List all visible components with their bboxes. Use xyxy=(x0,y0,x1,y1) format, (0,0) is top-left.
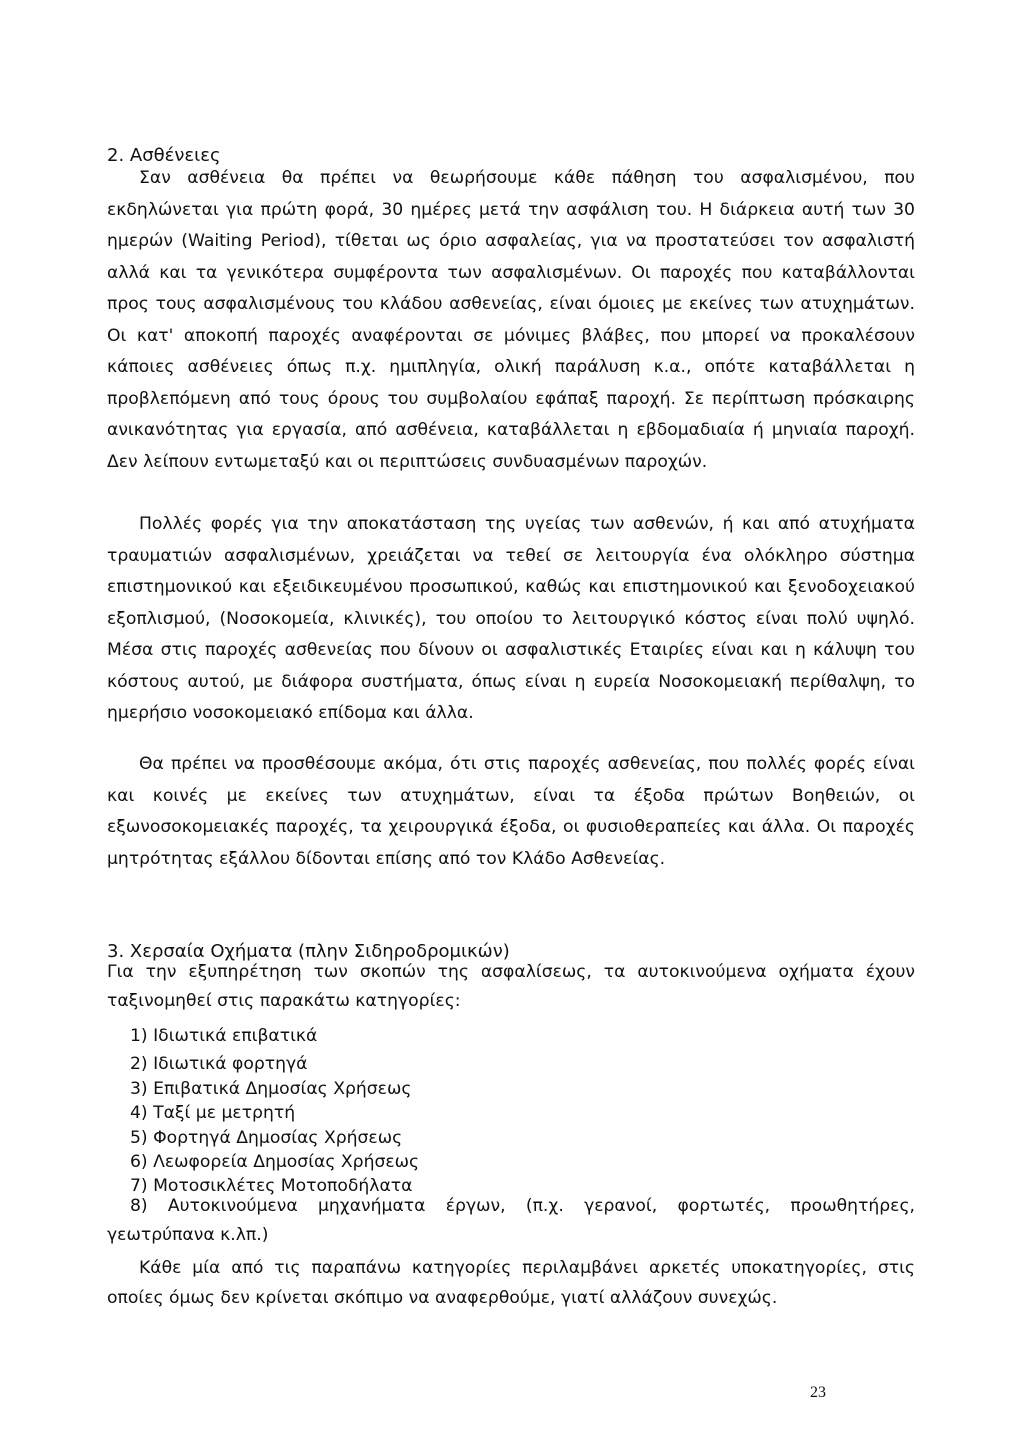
list-item: 3) Επιβατικά Δημοσίας Χρήσεως xyxy=(130,1079,412,1099)
section-2-heading: 2. Ασθένειες xyxy=(107,145,221,166)
list-item: 6) Λεωφορεία Δημοσίας Χρήσεως xyxy=(130,1152,420,1172)
list-item: 2) Ιδιωτικά φορτηγά xyxy=(130,1054,308,1074)
list-item: 5) Φορτηγά Δημοσίας Χρήσεως xyxy=(130,1128,403,1148)
section-2-paragraph-1: Σαν ασθένεια θα πρέπει να θεωρήσουμε κάθε πάθηση του ασφαλισμένου, που εκδηλώνεται για πρώτη φορά, 30 ημέρες μετά την ασφάλιση του. Η διάρκεια αυτή των 30 ημερών (Waiting Period), τίθεται ως όριο ασφαλείας, για να προστατεύσει τον ασφαλιστή αλλά και τα γενικότερα συμφέροντα των ασφαλισμένων. Οι παροχές που καταβάλλονται προς τους ασφαλισμένους του κλάδου ασθενείας, είναι όμοιες με εκείνες των ατυχημάτων. Οι κατ' αποκοπή παροχές αναφέρονται σε μόνιμες βλάβες, που μπορεί να προκαλέσουν κάποιες ασθένειες όπως π.χ. ημιπληγία, ολική παράλυση κ.α., οπότε καταβάλλεται η προβλεπόμενη από τους όρους του συμβολαίου εφάπαξ παροχή. Σε περίπτωση πρόσκαιρης ανικανότητας για εργασία, από ασθένεια, καταβάλλεται η εβδομαδιαία ή μηνιαία παροχή. Δεν λείπουν εντωμεταξύ και οι περιπτώσεις συνδυασμένων παροχών. xyxy=(107,168,915,472)
section-3-heading: 3. Χερσαία Οχήματα (πλην Σιδηροδρομικών) xyxy=(107,941,510,962)
list-item: 1) Ιδιωτικά επιβατικά xyxy=(130,1026,318,1046)
section-3-intro: Για την εξυπηρέτηση των σκοπών της ασφαλίσεως, τα αυτοκινούμενα οχήματα έχουν ταξινομηθεί στις παρακάτω κατηγορίες: xyxy=(107,962,915,1011)
page-number: 23 xyxy=(810,1384,826,1401)
list-item: 7) Μοτοσικλέτες Μοτοποδήλατα xyxy=(130,1176,413,1196)
section-2-paragraph-2: Πολλές φορές για την αποκατάσταση της υγείας των ασθενών, ή και από ατυχήματα τραυματιών ασφαλισμένων, χρειάζεται να τεθεί σε λειτουργία ένα ολόκληρο σύστημα επιστημονικού και εξειδικευμένου προσωπικού, καθώς και επιστημονικού και ξενοδοχειακού εξοπλισμού, (Νοσοκομεία, κλινικές), του οποίου το λειτουργικό κόστος είναι πολύ υψηλό. Μέσα στις παροχές ασθενείας που δίνουν οι ασφαλιστικές Εταιρίες είναι και η κάλυψη του κόστους αυτού, με διάφορα συστήματα, όπως είναι η ευρεία Νοσοκομειακή περίθαλψη, το ημερήσιο νοσοκομειακό επίδομα και άλλα. xyxy=(107,514,915,723)
section-2-paragraph-3: Θα πρέπει να προσθέσουμε ακόμα, ότι στις παροχές ασθενείας, που πολλές φορές είναι και κοινές με εκείνες των ατυχημάτων, είναι τα έξοδα πρώτων Βοηθειών, οι εξωνοσοκομειακές παροχές, τα χειρουργικά έξοδα, οι φυσιοθεραπείες και άλλα. Οι παροχές μητρότητας εξάλλου δίδονται επίσης από τον Κλάδο Ασθενείας. xyxy=(107,754,915,869)
list-item: 8) Αυτοκινούμενα μηχανήματα έργων, (π.χ. γερανοί, φορτωτές, προωθητήρες, γεωτρύπανα κ.λπ.) xyxy=(107,1196,915,1245)
section-3-closing: Κάθε μία από τις παραπάνω κατηγορίες περιλαμβάνει αρκετές υποκατηγορίες, στις οποίες όμως δεν κρίνεται σκόπιμο να αναφερθούμε, γιατί αλλάζουν συνεχώς. xyxy=(107,1258,915,1308)
list-item: 4) Ταξί με μετρητή xyxy=(130,1103,296,1123)
